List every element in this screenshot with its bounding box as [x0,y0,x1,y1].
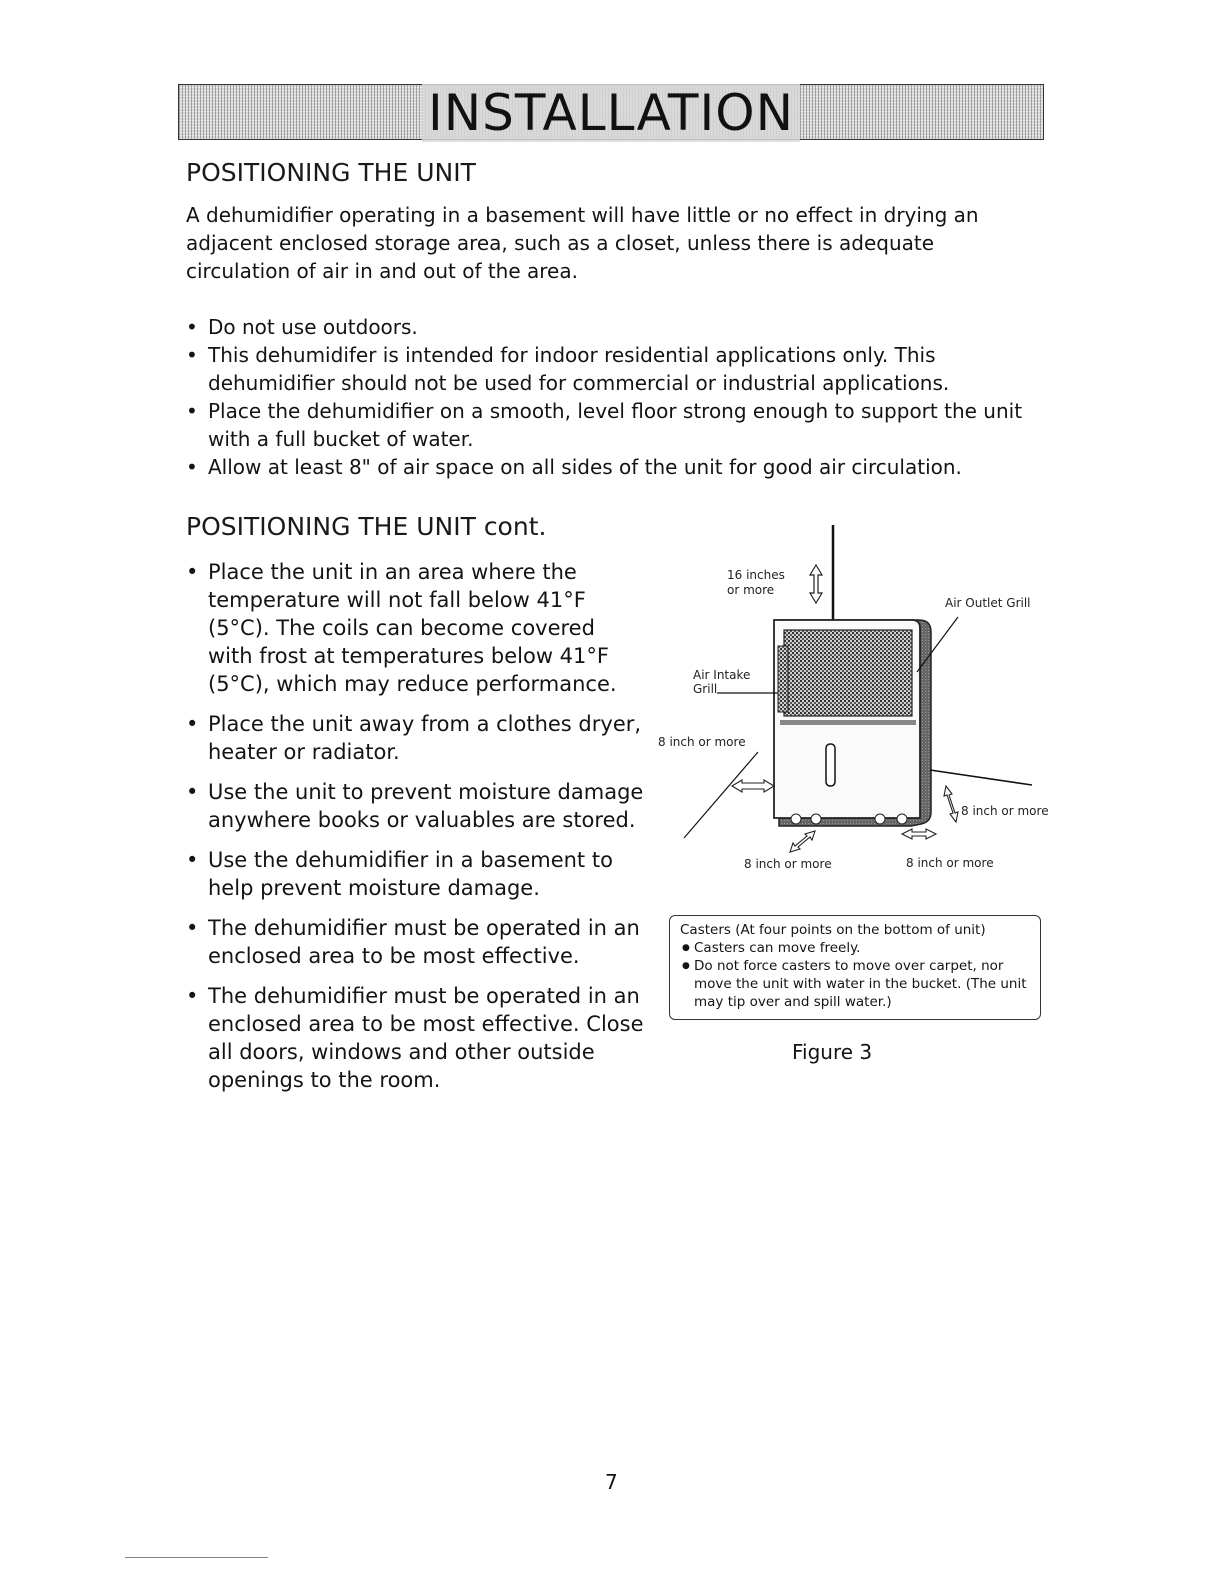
left-floor-line [684,752,758,838]
bullet-item: • The dehumidifier must be operated in an enclosed area to be most effective. [186,914,646,970]
label-top-clearance-1: 16 inches [727,568,785,582]
bullet-item: • Allow at least 8" of air space on all sides of the unit for good air circulation. [186,453,1036,481]
page-number: 7 [605,1470,618,1494]
air-outlet-grill [784,630,912,716]
top-clearance-arrow [810,565,822,603]
label-right-clearance: 8 inch or more [961,804,1049,818]
caster-icon [811,814,821,824]
label-air-outlet-grill: Air Outlet Grill [945,596,1031,610]
casters-note-box [669,915,1041,1020]
label-top-clearance-2: or more [727,583,775,597]
bullet-item: • Do not use outdoors. [186,313,1036,341]
bullet-item: • Use the unit to prevent moisture damage anywhere books or valuables are stored. [186,778,646,834]
footer-divider [125,1557,268,1558]
positioning-cont-bullet-list [186,558,646,1106]
intro-paragraph [186,201,1036,285]
section-heading-positioning: POSITIONING THE UNIT [186,158,476,187]
label-back-clearance: 8 inch or more [906,856,994,870]
intro-line: circulation of air in and out of the area. [186,259,578,283]
left-clearance-arrow [732,780,774,792]
section-banner [178,84,1044,140]
dehumidifier-diagram [640,520,1080,920]
figure-caption: Figure 3 [792,1040,873,1064]
bullet-item: • This dehumidifer is intended for indoor residential applications only. This dehumidifier should not be used for commercial or industrial applications. [186,341,1036,397]
casters-title: Casters (At four points on the bottom of unit) [680,922,986,938]
intro-line: A dehumidifier operating in a basement will have little or no effect in drying an [186,203,979,227]
air-intake-grill [778,646,788,712]
banner-title: INSTALLATION [179,85,1043,141]
bucket-seam [780,720,916,725]
casters-note-list [680,939,1030,1011]
positioning-bullet-list [186,313,1036,481]
caster-icon [875,814,885,824]
section-heading-positioning-cont: POSITIONING THE UNIT cont. [186,512,547,541]
casters-note-item: ● Do not force casters to move over carpet, nor move the unit with water in the bucket. (The unit may tip over and spill water.) [680,957,1030,1011]
bullet-item: • The dehumidifier must be operated in an enclosed area to be most effective. Close all doors, windows and other outside openings to the room. [186,982,646,1094]
casters-note-item: ● Casters can move freely. [680,939,1030,957]
bucket-handle-icon [826,744,835,786]
intro-line: adjacent enclosed storage area, such as a closet, unless there is adequate [186,231,935,255]
caster-icon [791,814,801,824]
bullet-item: • Place the unit away from a clothes dryer, heater or radiator. [186,710,646,766]
bullet-item: • Place the unit in an area where the temperature will not fall below 41°F (5°C). The coils can become covered with frost at temperatures below 41°F (5°C), which may reduce performance. [186,558,646,698]
bullet-item: • Use the dehumidifier in a basement to help prevent moisture damage. [186,846,646,902]
bullet-item: • Place the dehumidifier on a smooth, level floor strong enough to support the unit with a full bucket of water. [186,397,1036,453]
label-air-intake-1: Air Intake [693,668,751,682]
label-left-clearance: 8 inch or more [658,735,746,749]
back-clearance-arrow [902,829,936,839]
label-front-clearance: 8 inch or more [744,857,832,871]
caster-icon [897,814,907,824]
figure-dehumidifier-clearance [640,520,1080,920]
right-clearance-arrow [944,786,958,822]
right-floor-line [930,770,1032,785]
label-air-intake-2: Grill [693,682,718,696]
front-clearance-arrow [790,831,815,852]
